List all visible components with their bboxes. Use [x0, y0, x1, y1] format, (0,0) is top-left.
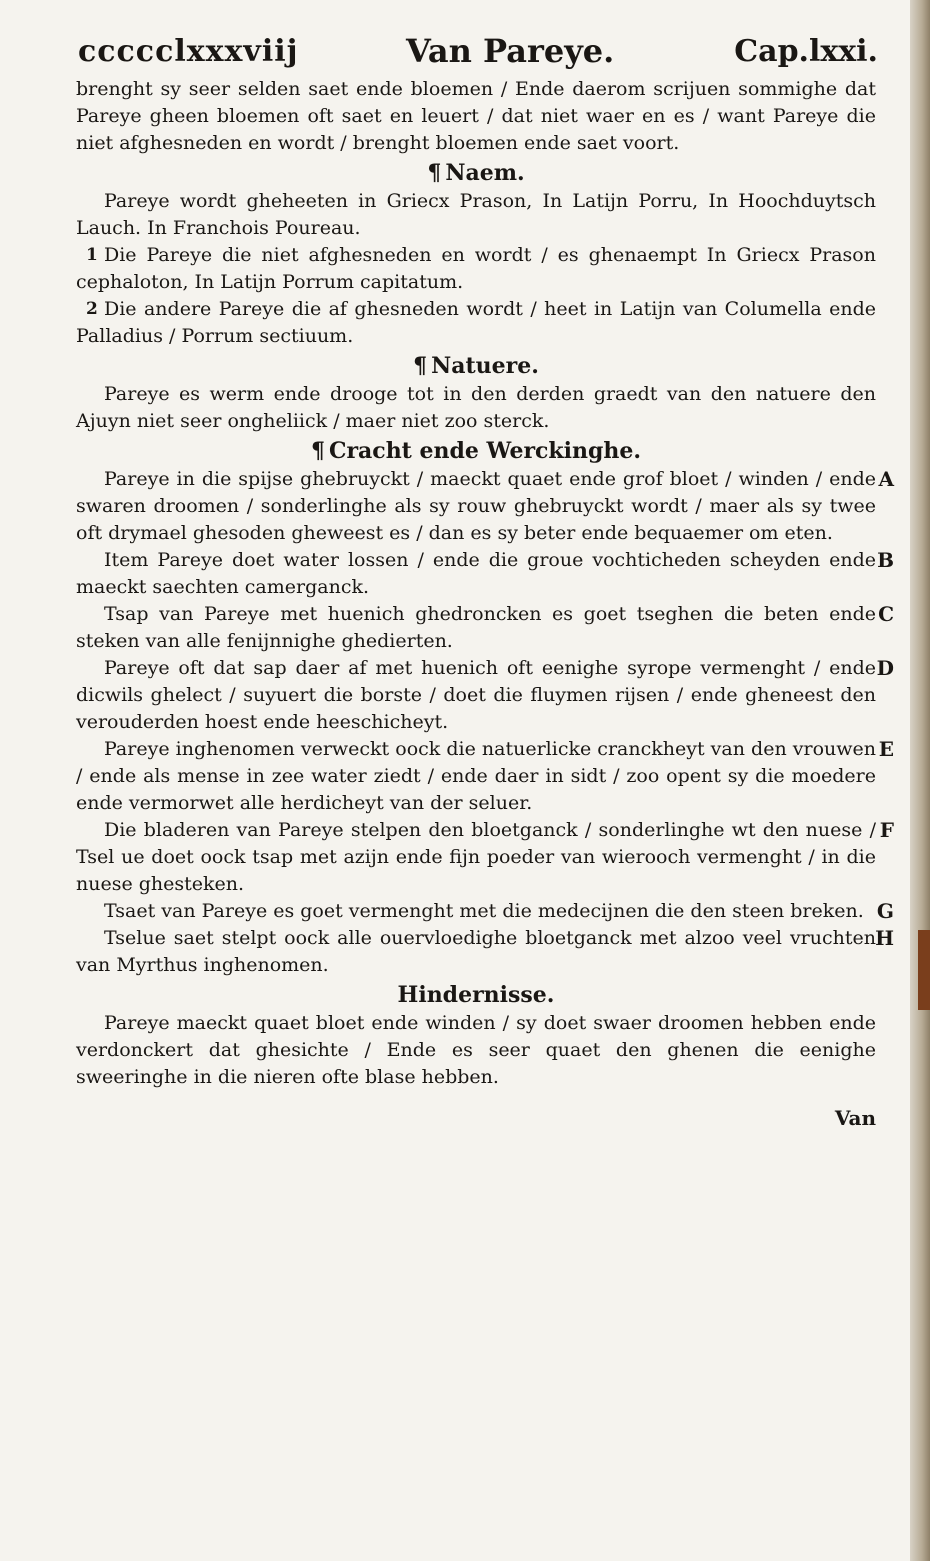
paragraph-text: Pareye inghenomen verweckt oock die natuerlicke cranckheyt van den vrouwen / ende als mense in zee water ziedt / ende daer in sidt / zoo opent sy die moedere ende vermorwet alle herdicheyt van der seluer.: [76, 738, 876, 814]
page-edge-tab: [918, 930, 930, 1010]
margin-letter: D: [876, 656, 894, 680]
main-text: [76, 76, 894, 1132]
cracht-paragraph: [76, 898, 894, 925]
cracht-paragraph: [76, 817, 894, 898]
heading-text: Hindernisse.: [397, 982, 555, 1008]
running-head: [78, 28, 878, 78]
heading-text: Naem.: [445, 160, 525, 186]
heading-text: Cracht ende Werckinghe.: [328, 438, 642, 464]
pilcrow-icon: ¶: [310, 438, 325, 464]
pilcrow-icon: ¶: [413, 353, 428, 379]
chapter-number: Cap.lxxi.: [734, 34, 878, 69]
paragraph-text: Pareye oft dat sap daer af met huenich oft eenighe syrope vermenght / ende dicwils ghelect / suyuert die borste / doet die fluymen rijsen / ende gheneest den verouderden hoest ende heeschicheyt.: [76, 657, 876, 733]
cracht-paragraph: [76, 601, 894, 655]
page-title: Van Pareye.: [406, 32, 615, 70]
adjacent-page-edge: [910, 0, 930, 1561]
heading-text: Natuere.: [431, 353, 539, 379]
naem-item-2: [76, 296, 876, 350]
margin-letter: E: [878, 737, 894, 761]
cracht-paragraph: [76, 655, 894, 736]
paragraph-text: Die bladeren van Pareye stelpen den bloetganck / sonderlinghe wt den nuese / Tsel ue doet oock tsap met azijn ende fijn poeder van wierooch vermenght / in die nuese ghesteken.: [76, 819, 876, 895]
margin-letter: F: [879, 818, 894, 842]
paragraph-text: Tselue saet stelpt oock alle ouervloedighe bloetganck met alzoo veel vruchten van Myrthus inghenomen.: [76, 927, 876, 976]
hindernisse-paragraph: Pareye maeckt quaet bloet ende winden / sy doet swaer droomen hebben ende verdonckert dat ghesichte / Ende es seer quaet den ghenen die eenighe sweeringhe in die nieren ofte blase hebben.: [76, 1012, 876, 1088]
section-heading-naem: [76, 158, 876, 188]
margin-letter: G: [876, 899, 894, 923]
margin-letter: B: [877, 548, 894, 572]
item-text: Die andere Pareye die af ghesneden wordt / heet in Latijn van Columella ende Palladius / Porrum sectiuum.: [76, 298, 876, 347]
margin-letter: C: [878, 602, 894, 626]
cracht-paragraph: [76, 547, 894, 601]
margin-letter: A: [878, 467, 894, 491]
paragraph-text: Item Pareye doet water lossen / ende die groue vochticheden scheyden ende maeckt saechten camerganck.: [76, 549, 876, 598]
cracht-paragraph: [76, 736, 894, 817]
catchword: Van: [834, 1106, 876, 1130]
natuere-paragraph: Pareye es werm ende drooge tot in den derden graedt van den natuere den Ajuyn niet seer ongheliick / maer niet zoo sterck.: [76, 383, 876, 432]
paragraph-text: Tsap van Pareye met huenich ghedroncken es goet tseghen die beten ende steken van alle fenijnnighe ghedierten.: [76, 603, 876, 652]
paragraph-text: Pareye in die spijse ghebruyckt / maeckt quaet ende grof bloet / winden / ende swaren droomen / sonderlinghe als sy rouw ghebruyckt wordt / maer als sy twee oft drymael ghesoden gheweest es / dan es sy beter ende bequaemer om eten.: [76, 468, 876, 544]
margin-letter: H: [875, 926, 894, 950]
intro-paragraph: brenght sy seer selden saet ende bloemen / Ende daerom scrijuen sommighe dat Pareye gheen bloemen oft saet en leuert / dat niet waer en es / want Pareye die niet afghesneden en wordt / brenght bloemen ende saet voort.: [76, 78, 876, 154]
section-heading-hindernisse: [76, 980, 876, 1010]
section-heading-natuere: [76, 351, 876, 381]
item-text: Die Pareye die niet afghesneden en wordt / es ghenaempt In Griecx Prason cephaloton, In Latijn Porrum capitatum.: [76, 244, 876, 293]
cracht-paragraph: [76, 925, 894, 979]
item-number: 2: [86, 299, 98, 319]
item-number: 1: [86, 245, 98, 265]
paragraph-text: Tsaet van Pareye es goet vermenght met die medecijnen die den steen breken.: [104, 900, 864, 922]
folio-number: ccccclxxxviij: [78, 34, 299, 69]
naem-item-1: [76, 242, 876, 296]
cracht-paragraph: [76, 466, 894, 547]
naem-paragraph: Pareye wordt gheheeten in Griecx Prason, In Latijn Porru, In Hoochduytsch Lauch. In Franchois Poureau.: [76, 190, 876, 239]
section-heading-cracht: [76, 436, 876, 466]
pilcrow-icon: ¶: [427, 160, 442, 186]
